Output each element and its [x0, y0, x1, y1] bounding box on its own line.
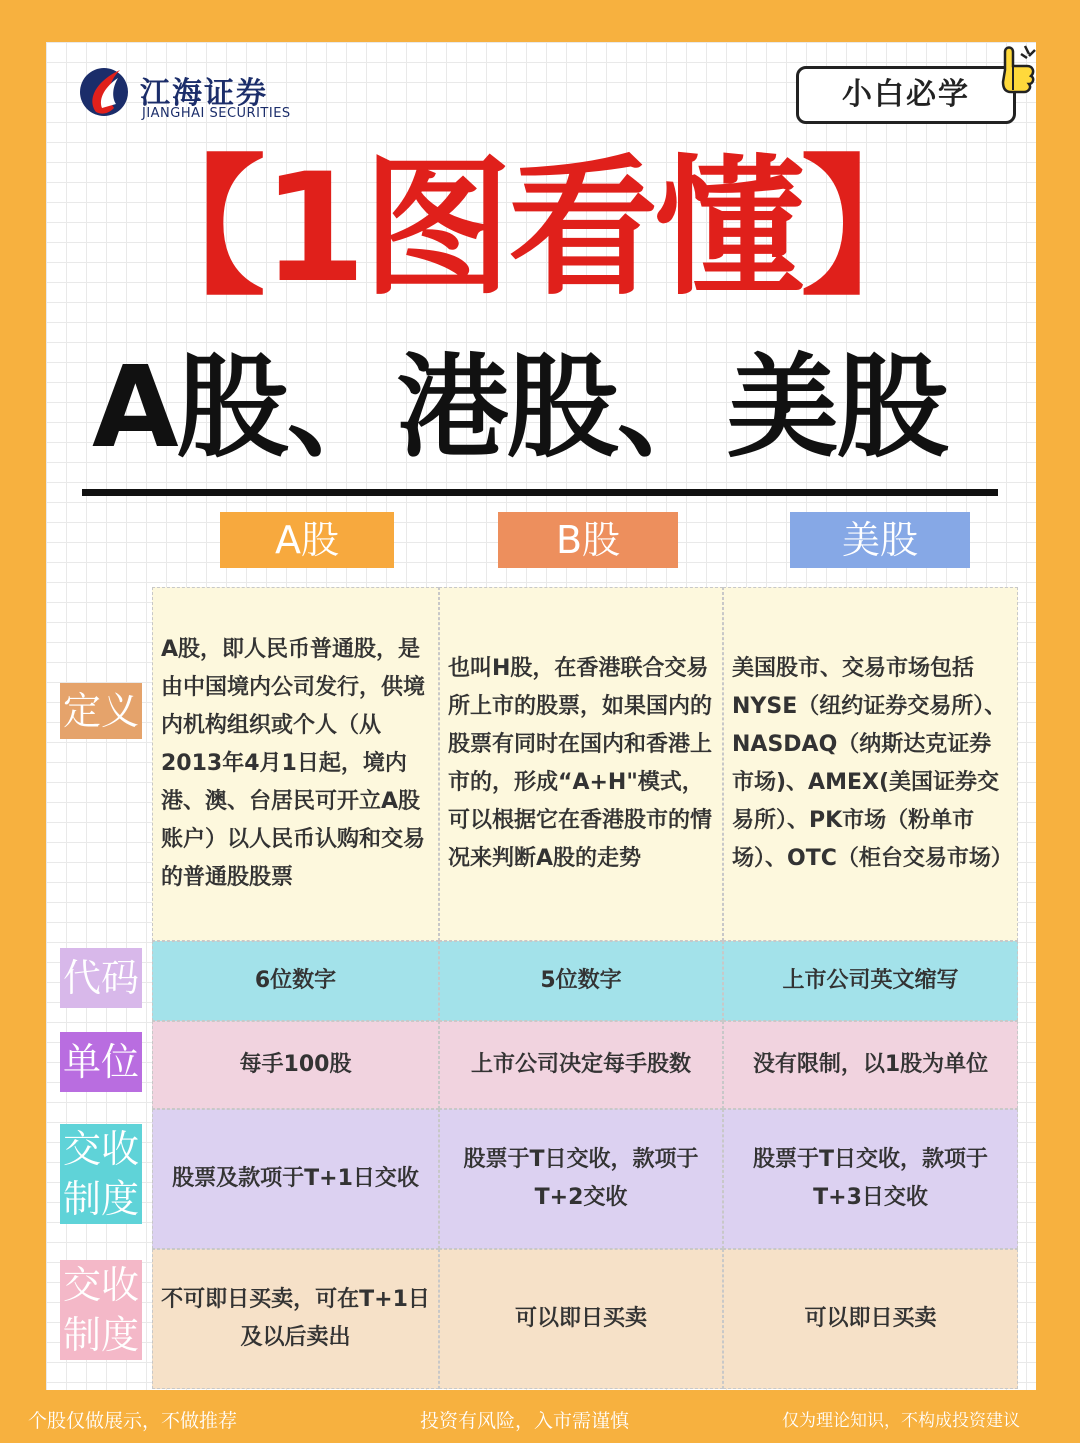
footer-disclaimer-2: 投资有风险，入市需谨慎	[420, 1410, 630, 1432]
footer-disclaimer-1: 个股仅做展示，不做推荐	[28, 1410, 238, 1432]
main-title-line1: 【1图看懂】	[116, 142, 947, 316]
cell-settlement-b: 股票于T日交收，款项于T+2交收	[439, 1109, 723, 1249]
row-label-settlement: 交收制度	[60, 1124, 142, 1224]
title-underline	[82, 489, 998, 496]
cell-code-a: 6位数字	[152, 941, 439, 1021]
footer-disclaimer-3: 仅为理论知识，不构成投资建议	[782, 1411, 1020, 1431]
cell-code-b: 5位数字	[439, 941, 723, 1021]
cell-code-us: 上市公司英文缩写	[723, 941, 1018, 1021]
column-header-b: B股	[498, 512, 678, 568]
row-label-code: 代码	[60, 948, 142, 1008]
cell-unit-b: 上市公司决定每手股数	[439, 1021, 723, 1109]
cell-unit-a: 每手100股	[152, 1021, 439, 1109]
jianghai-logo-icon	[76, 60, 136, 120]
cell-settlement-a: 股票及款项于T+1日交收	[152, 1109, 439, 1249]
row-label-unit: 单位	[60, 1032, 142, 1092]
cell-settlement-us: 股票于T日交收，款项于T+3日交收	[723, 1109, 1018, 1249]
cell-definition-us: 美国股市、交易市场包括NYSE（纽约证券交易所）、NASDAQ（纳斯达克证券市场)、AMEX(美国证券交易所）、PK市场（粉单市场）、OTC（柜台交易市场）	[723, 587, 1018, 941]
thumbs-up-icon	[991, 42, 1041, 102]
cell-trading-b: 可以即日买卖	[439, 1249, 723, 1389]
column-header-a: A股	[220, 512, 394, 568]
main-title-line2: A股、港股、美股	[92, 343, 947, 473]
cell-definition-b: 也叫H股，在香港联合交易所上市的股票，如果国内的股票有同时在国内和香港上市的，形成“A+H"模式，可以根据它在香港股市的情况来判断A股的走势	[439, 587, 723, 941]
row-label-trading: 交收制度	[60, 1260, 142, 1360]
row-label-definition: 定义	[60, 683, 142, 739]
cell-definition-a: A股，即人民币普通股，是由中国境内公司发行，供境内机构组织或个人（从2013年4月1日起，境内港、澳、台居民可开立A股账户）以人民币认购和交易的普通股股票	[152, 587, 439, 941]
infographic-card	[46, 42, 1036, 1390]
column-header-us: 美股	[790, 512, 970, 568]
logo	[76, 60, 346, 130]
badge-must-learn: 小白必学	[796, 66, 1016, 124]
cell-trading-us: 可以即日买卖	[723, 1249, 1018, 1389]
logo-name-cn: 江海证券	[140, 76, 268, 111]
cell-trading-a: 不可即日买卖，可在T+1日及以后卖出	[152, 1249, 439, 1389]
cell-unit-us: 没有限制，以1股为单位	[723, 1021, 1018, 1109]
logo-name-en: JIANGHAI SECURITIES	[142, 106, 291, 121]
